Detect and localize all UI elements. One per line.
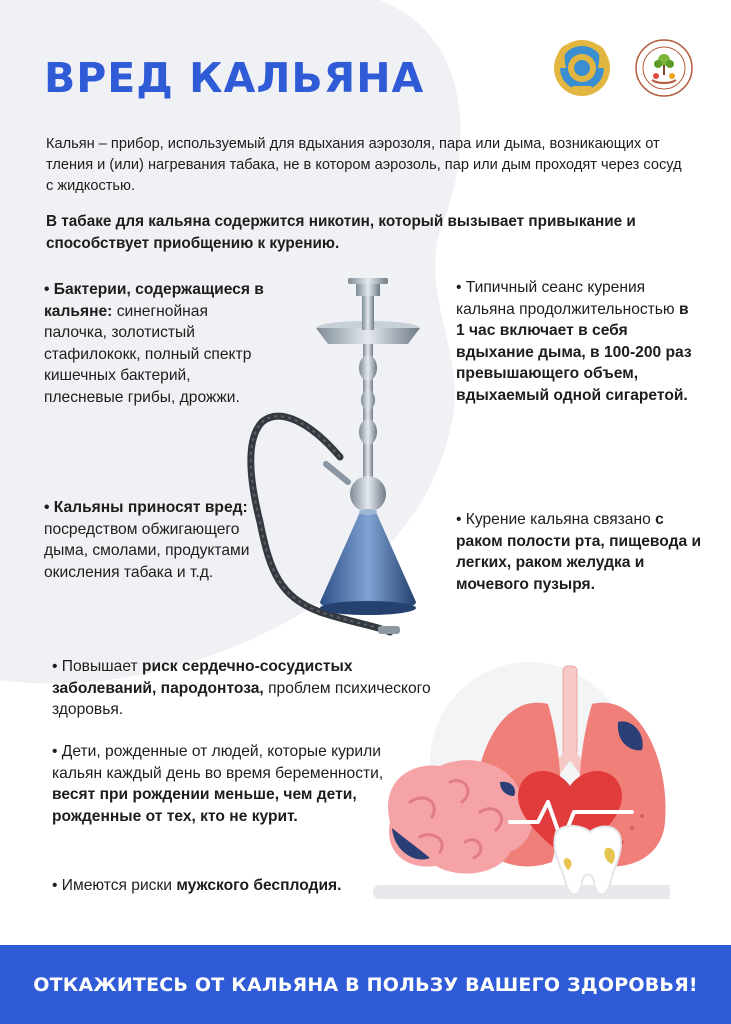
tooth-icon bbox=[554, 826, 621, 894]
organs-illustration bbox=[370, 652, 670, 912]
footer-banner bbox=[0, 945, 731, 1024]
bullet-harm-text: посредством обжигающего дыма, смолами, продуктами окисления табака и т.д. bbox=[44, 520, 250, 581]
bullet-cancer-bold: с раком полости рта, пищевода и легких, раком желудка и мочевого пузыря. bbox=[456, 511, 702, 593]
bullet-session-bold: в 1 час включает в себя вдыхание дыма, в 100-200 раз превышающего объем, вдыхаемый одной сигаретой. bbox=[456, 300, 692, 404]
bullet-infertility-bold: мужского бесплодия. bbox=[176, 877, 342, 894]
footer-slogan: ОТКАЖИТЕСЬ ОТ КАЛЬЯНА В ПОЛЬЗУ ВАШЕГО ЗДОРОВЬЯ! bbox=[33, 973, 698, 996]
bullet-session-text: • Типичный сеанс курения кальяна продолжительностью bbox=[456, 279, 679, 318]
bullet-children-bold2: рожденные от тех, кто не курит. bbox=[52, 807, 298, 825]
bullet-risk-text1: • Повышает bbox=[52, 658, 142, 675]
organization-logo-icon bbox=[634, 38, 694, 98]
bullet-risk-bold: риск сердечно-сосудистых заболеваний, пародонтоза, bbox=[52, 658, 353, 697]
bullet-session bbox=[456, 277, 694, 407]
bullet-cancer bbox=[456, 509, 714, 595]
bullet-harm-bold: • Кальяны приносят вред: bbox=[44, 499, 248, 516]
bullet-infertility-text: • Имеются риски bbox=[52, 877, 177, 894]
bullet-risk-text2: проблем психического здоровья. bbox=[52, 679, 431, 719]
bullet-bacteria-text: синегнойная палочка, золотистый стафилококк, полный спектр кишечных бактерий, плесневые грибы, дрожжи. bbox=[44, 302, 252, 406]
lead-paragraph: В табаке для кальяна содержится никотин, который вызывает привыкание и способствует приобщению к курению. bbox=[46, 213, 636, 252]
page-title: ВРЕД КАЛЬЯНА bbox=[44, 54, 425, 102]
bullet-cancer-text: • Курение кальяна связано bbox=[456, 511, 656, 528]
hookah-icon bbox=[240, 272, 440, 642]
bullet-bacteria bbox=[44, 279, 264, 409]
bullet-children bbox=[52, 741, 412, 827]
intro-paragraph: Кальян – прибор, используемый для вдыхания аэрозоля, пара или дыма, возникающих от тления и (или) нагревания табака, не в котором аэрозоль, пар или дым проходят через сосуд с жидкостью. bbox=[46, 136, 682, 194]
bullet-infertility bbox=[52, 875, 352, 897]
bullet-harm bbox=[44, 497, 269, 583]
kazakhstan-emblem-icon bbox=[552, 38, 612, 98]
bullet-children-text: • Дети, рожденные от людей, которые курили кальян каждый день во время беременности, bbox=[52, 743, 384, 782]
bullet-bacteria-bold: • Бактерии, содержащиеся в кальяне: bbox=[44, 281, 264, 320]
bullet-children-bold1: весят при рождении меньше, чем дети, bbox=[52, 786, 357, 804]
